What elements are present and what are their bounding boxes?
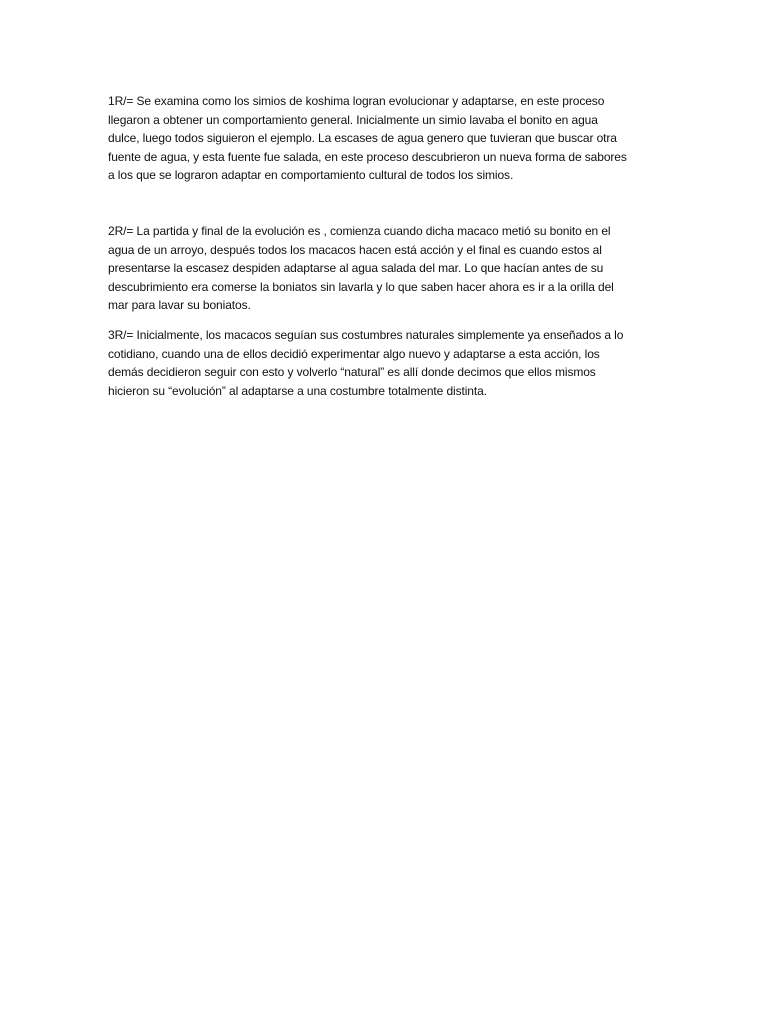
text-line: cotidiano, cuando una de ellos decidió experimentar algo nuevo y adaptarse a esta acción, los [108,346,600,361]
document-body [108,92,660,400]
text-line: 1R/= Se examina como los simios de koshima logran evolucionar y adaptarse, en este proceso [108,94,605,108]
text-line: hicieron su “evolución” al adaptarse a una costumbre totalmente distinta. [108,383,487,398]
text-line: a los que se lograron adaptar en comportamiento cultural de todos los simios. [108,168,514,183]
text-line: fuente de agua, y esta fuente fue salada, en este proceso descubrieron un nueva forma de sabores [108,149,627,164]
text-line: 3R/= Inicialmente, los macacos seguían sus costumbres naturales simplemente ya enseñados a lo [108,327,624,342]
answer-paragraph-1 [108,92,660,185]
text-line: llegaron a obtener un comportamiento general. Inicialmente un simio lavaba el bonito en agua [108,112,598,127]
text-line: 2R/= La partida y final de la evolución es , comienza cuando dicha macaco metió su bonito en el [108,223,611,238]
answer-paragraph-2 [108,222,660,315]
text-line: descubrimiento era comerse la boniatos sin lavarla y lo que saben hacer ahora es ir a la orilla del [108,279,614,294]
text-line: dulce, luego todos siguieron el ejemplo. La escases de agua genero que tuvieran que buscar otra [108,131,617,146]
text-line: agua de un arroyo, después todos los macacos hacen está acción y el final es cuando estos al [108,242,602,257]
text-line: demás decidieron seguir con esto y volverlo “natural” es allí donde decimos que ellos mismos [108,365,596,380]
text-line: presentarse la escasez despiden adaptarse al agua salada del mar. Lo que hacían antes de su [108,261,604,276]
text-line: mar para lavar su boniatos. [108,298,251,313]
answer-paragraph-3 [108,326,660,400]
